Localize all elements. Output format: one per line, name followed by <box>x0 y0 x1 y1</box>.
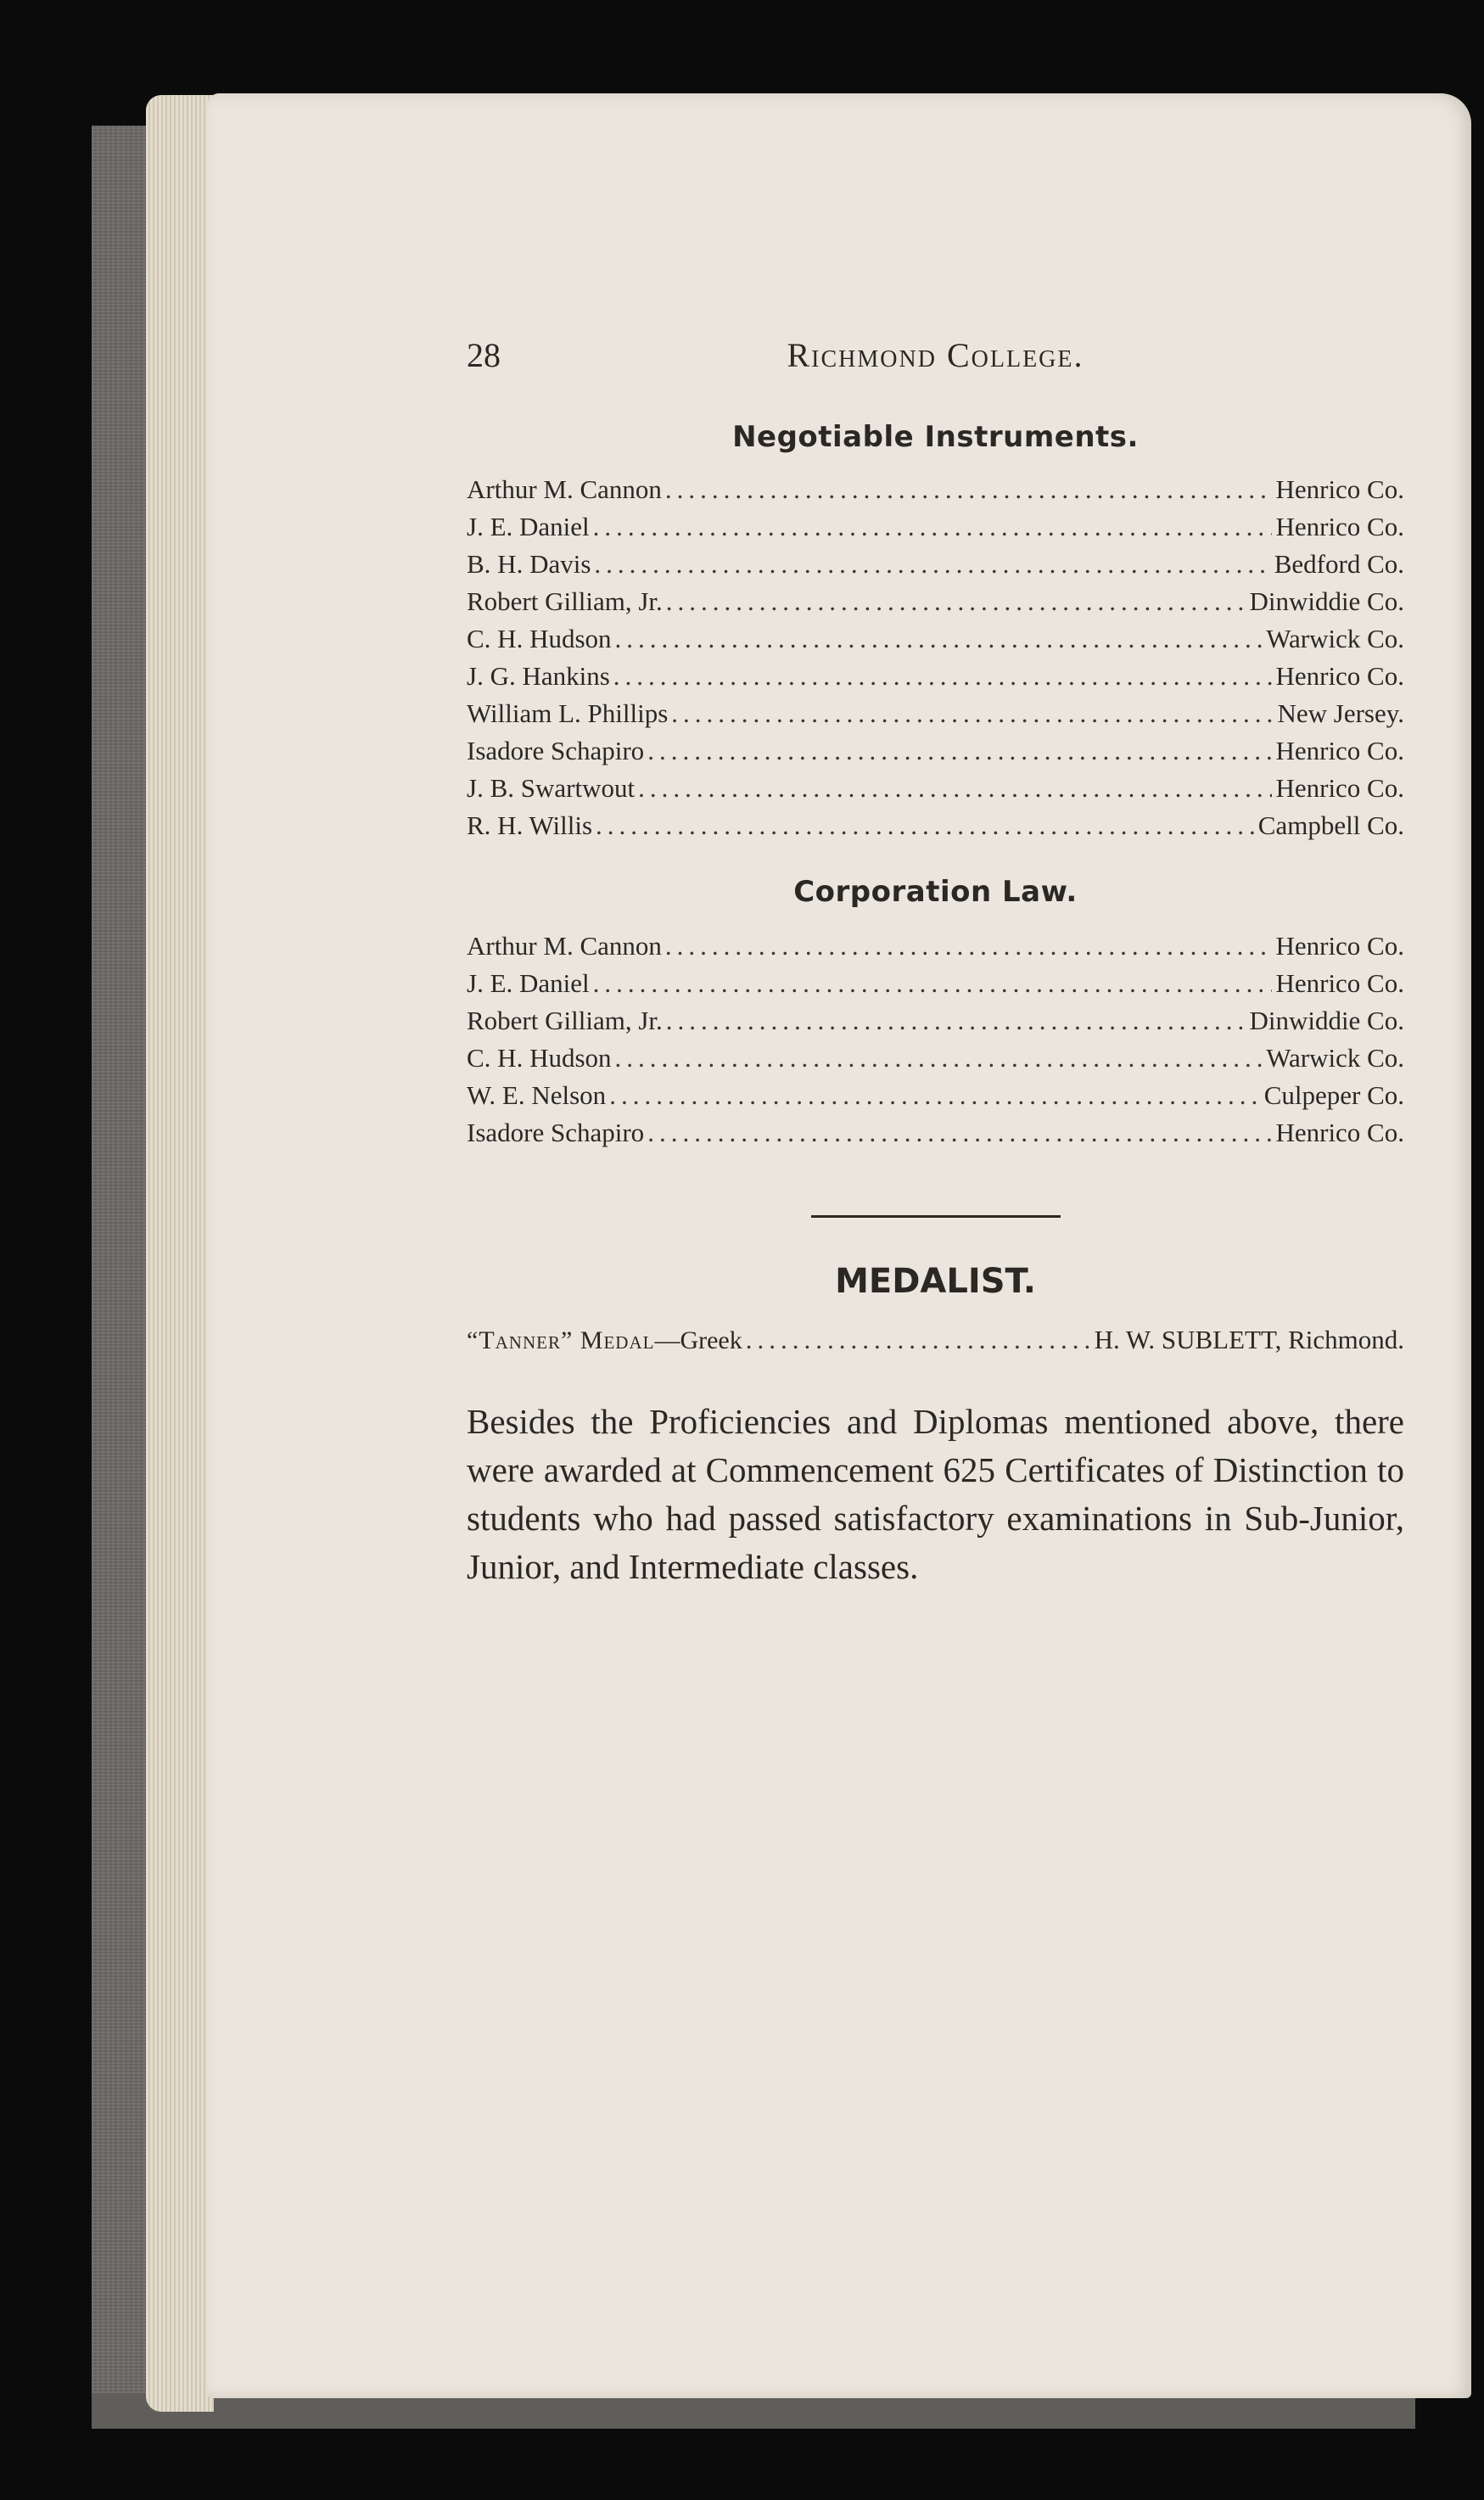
section-divider <box>811 1215 1061 1218</box>
section-title-negotiable-instruments: Negotiable Instruments. <box>732 420 1139 454</box>
dot-leader <box>671 695 1274 732</box>
list-item <box>467 1040 1404 1077</box>
entry-place: Henrico Co. <box>1275 773 1404 803</box>
negotiable-instruments-list <box>467 471 1404 844</box>
page-edges <box>146 95 214 2412</box>
entry-place: Culpeper Co. <box>1263 1080 1404 1110</box>
dot-leader <box>746 1321 1091 1359</box>
list-item <box>467 508 1404 546</box>
dot-leader <box>596 807 1255 844</box>
list-item <box>467 965 1404 1002</box>
list-item <box>467 583 1404 620</box>
list-item <box>467 770 1404 807</box>
entry-name: Arthur M. Cannon <box>467 474 662 504</box>
dot-leader <box>638 770 1272 807</box>
entry-name: William L. Phillips <box>467 698 669 728</box>
dot-leader <box>613 658 1273 695</box>
closing-paragraph: Besides the Proficiencies and Diplomas mentioned above, there were awarded at Commencement 625 Certificates of Distinction to students who had passed satisfactory examinations in Sub-Junior, Junior, and Intermediate classes. <box>467 1402 1404 1586</box>
medalist-title: MEDALIST. <box>835 1262 1036 1301</box>
dot-leader <box>647 732 1272 770</box>
list-item <box>467 620 1404 658</box>
entry-name: Isadore Schapiro <box>467 1118 645 1147</box>
entry-name: Robert Gilliam, Jr. <box>467 1006 663 1035</box>
dot-leader <box>665 928 1273 965</box>
list-item <box>467 546 1404 583</box>
list-item <box>467 1114 1404 1152</box>
entry-name: J. G. Hankins <box>467 661 610 691</box>
entry-name: C. H. Hudson <box>467 624 612 653</box>
medal-name <box>467 1322 742 1359</box>
entry-place: Henrico Co. <box>1275 931 1404 961</box>
book-board-bottom <box>92 2393 1415 2429</box>
list-item <box>467 732 1404 770</box>
dot-leader <box>666 583 1246 620</box>
entry-place: Warwick Co. <box>1266 1043 1404 1073</box>
dot-leader <box>593 508 1273 546</box>
list-item <box>467 1002 1404 1040</box>
entry-place: Warwick Co. <box>1266 624 1404 653</box>
dot-leader <box>594 546 1270 583</box>
entry-place: Henrico Co. <box>1275 512 1404 541</box>
entry-name: C. H. Hudson <box>467 1043 612 1073</box>
entry-place: Dinwiddie Co. <box>1249 1006 1404 1035</box>
corporation-law-list <box>467 928 1404 1152</box>
page-content <box>467 335 1404 1626</box>
dot-leader <box>665 471 1273 508</box>
medal-entry <box>467 1321 1404 1359</box>
running-head <box>467 335 1404 386</box>
entry-place: Henrico Co. <box>1275 968 1404 998</box>
list-item <box>467 658 1404 695</box>
entry-place: New Jersey. <box>1277 698 1404 728</box>
entry-place: Dinwiddie Co. <box>1249 586 1404 616</box>
entry-place: Henrico Co. <box>1275 661 1404 691</box>
entry-place: Campbell Co. <box>1257 810 1404 840</box>
list-item <box>467 695 1404 732</box>
list-item <box>467 1077 1404 1114</box>
entry-place: Bedford Co. <box>1274 549 1404 579</box>
dot-leader <box>609 1077 1261 1114</box>
medal-label: “Tanner” Medal <box>467 1326 655 1354</box>
section-title-corporation-law: Corporation Law. <box>793 875 1078 909</box>
entry-name: J. E. Daniel <box>467 968 590 998</box>
entry-place: Henrico Co. <box>1275 474 1404 504</box>
dot-leader <box>615 620 1263 658</box>
dot-leader <box>666 1002 1246 1040</box>
list-item <box>467 471 1404 508</box>
list-item <box>467 807 1404 844</box>
dot-leader <box>615 1040 1263 1077</box>
entry-name: R. H. Willis <box>467 810 593 840</box>
entry-name: Robert Gilliam, Jr. <box>467 586 663 616</box>
entry-name: B. H. Davis <box>467 549 591 579</box>
entry-name: W. E. Nelson <box>467 1080 607 1110</box>
entry-name: J. B. Swartwout <box>467 773 636 803</box>
dot-leader <box>593 965 1273 1002</box>
dot-leader <box>647 1114 1272 1152</box>
page-number: 28 <box>467 336 501 374</box>
medal-subject: —Greek <box>654 1326 742 1354</box>
entry-name: Arthur M. Cannon <box>467 931 662 961</box>
list-item <box>467 928 1404 965</box>
entry-name: Isadore Schapiro <box>467 736 645 765</box>
entry-name: J. E. Daniel <box>467 512 590 541</box>
entry-place: Henrico Co. <box>1275 1118 1404 1147</box>
running-title: Richmond College. <box>787 336 1084 374</box>
medal-recipient: H. W. SUBLETT, Richmond. <box>1094 1325 1404 1354</box>
entry-place: Henrico Co. <box>1275 736 1404 765</box>
